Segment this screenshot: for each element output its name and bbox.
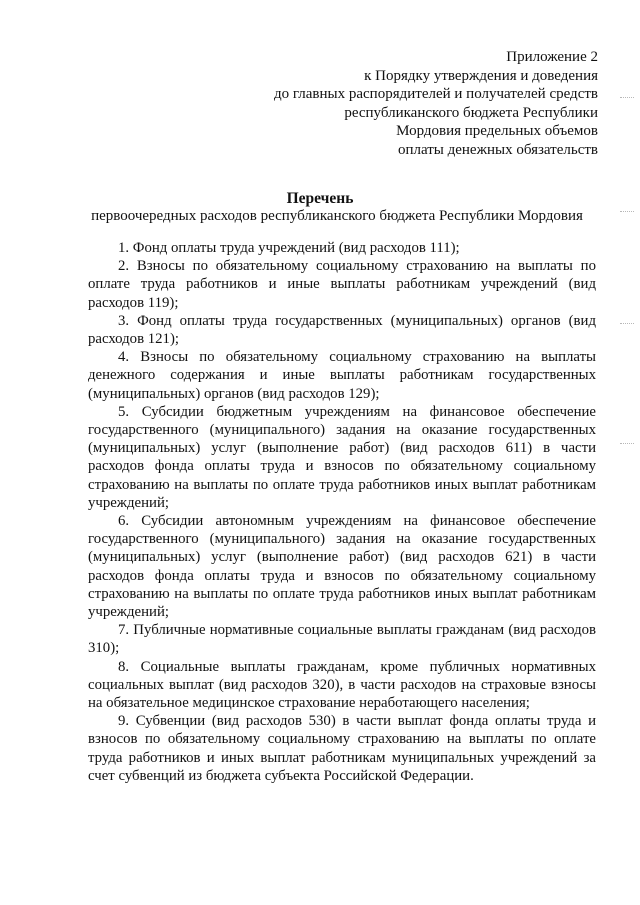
appendix-line: республиканского бюджета Республики <box>344 104 598 121</box>
scan-margin-mark <box>620 97 634 99</box>
list-item: 2. Взносы по обязательному социальному страхованию на выплаты по оплате труда работников и иные выплаты работникам учреждений (вид расходов 119); <box>88 258 596 311</box>
list-item: 7. Публичные нормативные социальные выплаты гражданам (вид расходов 310); <box>88 622 596 657</box>
scan-margin-mark <box>620 323 634 325</box>
scan-margin-mark <box>620 443 634 445</box>
list-item: 6. Субсидии автономным учреждениям на финансовое обеспечение государственного (муниципального) задания на оказание государственных (муниципальных) услуг (выполнение работ) (вид расходов 621) в части расходов фонда оплаты труда и взносов по обязательному социальному страхованию на выплаты по оплате труда работников иных выплат работникам учреждений; <box>88 513 596 621</box>
document-subtitle: первоочередных расходов республиканского бюджета Республики Мордовия <box>91 208 583 224</box>
list-item: 3. Фонд оплаты труда государственных (муниципальных) органов (вид расходов 121); <box>88 312 596 348</box>
scan-margin-mark <box>620 211 634 213</box>
appendix-line: оплаты денежных обязательств <box>397 141 598 158</box>
list-item: 5. Субсидии бюджетным учреждениям на финансовое обеспечение государственного (муниципального) задания на оказание государственных (муниципальных) услуг (выполнение работ) (вид расходов 611) в части расходов фонда оплаты труда и взносов по обязательному социальному страхованию на выплаты по оплате труда работников иных выплат работникам учреждений; <box>88 403 596 511</box>
document-title: Перечень <box>286 190 354 207</box>
appendix-line: до главных распорядителей и получателей средств <box>274 86 598 102</box>
list-item: 4. Взносы по обязательному социальному страхованию на выплаты денежного содержания и иные выплаты работникам государственных (муниципальных) органов (вид расходов 129); <box>88 349 596 402</box>
appendix-line: Мордовия предельных объемов <box>396 123 598 139</box>
list-item: 8. Социальные выплаты гражданам, кроме публичных нормативных социальных выплат (вид расходов 320), в части расходов на страховые взносы на обязательное медицинское страхование неработающего населения; <box>88 658 596 712</box>
appendix-line: к Порядку утверждения и доведения <box>364 67 598 84</box>
list-item: 1. Фонд оплаты труда учреждений (вид расходов 111); <box>118 240 460 256</box>
expense-list <box>88 239 596 785</box>
list-item: 9. Субвенции (вид расходов 530) в части выплат фонда оплаты труда и взносов по обязательному социальному страхованию на выплаты по оплате труда работников и иных выплат работникам муниципальных учреждений за счет субвенций из бюджета субъекта Российской Федерации. <box>88 713 596 784</box>
appendix-header <box>218 48 598 159</box>
appendix-line: Приложение 2 <box>506 49 598 65</box>
